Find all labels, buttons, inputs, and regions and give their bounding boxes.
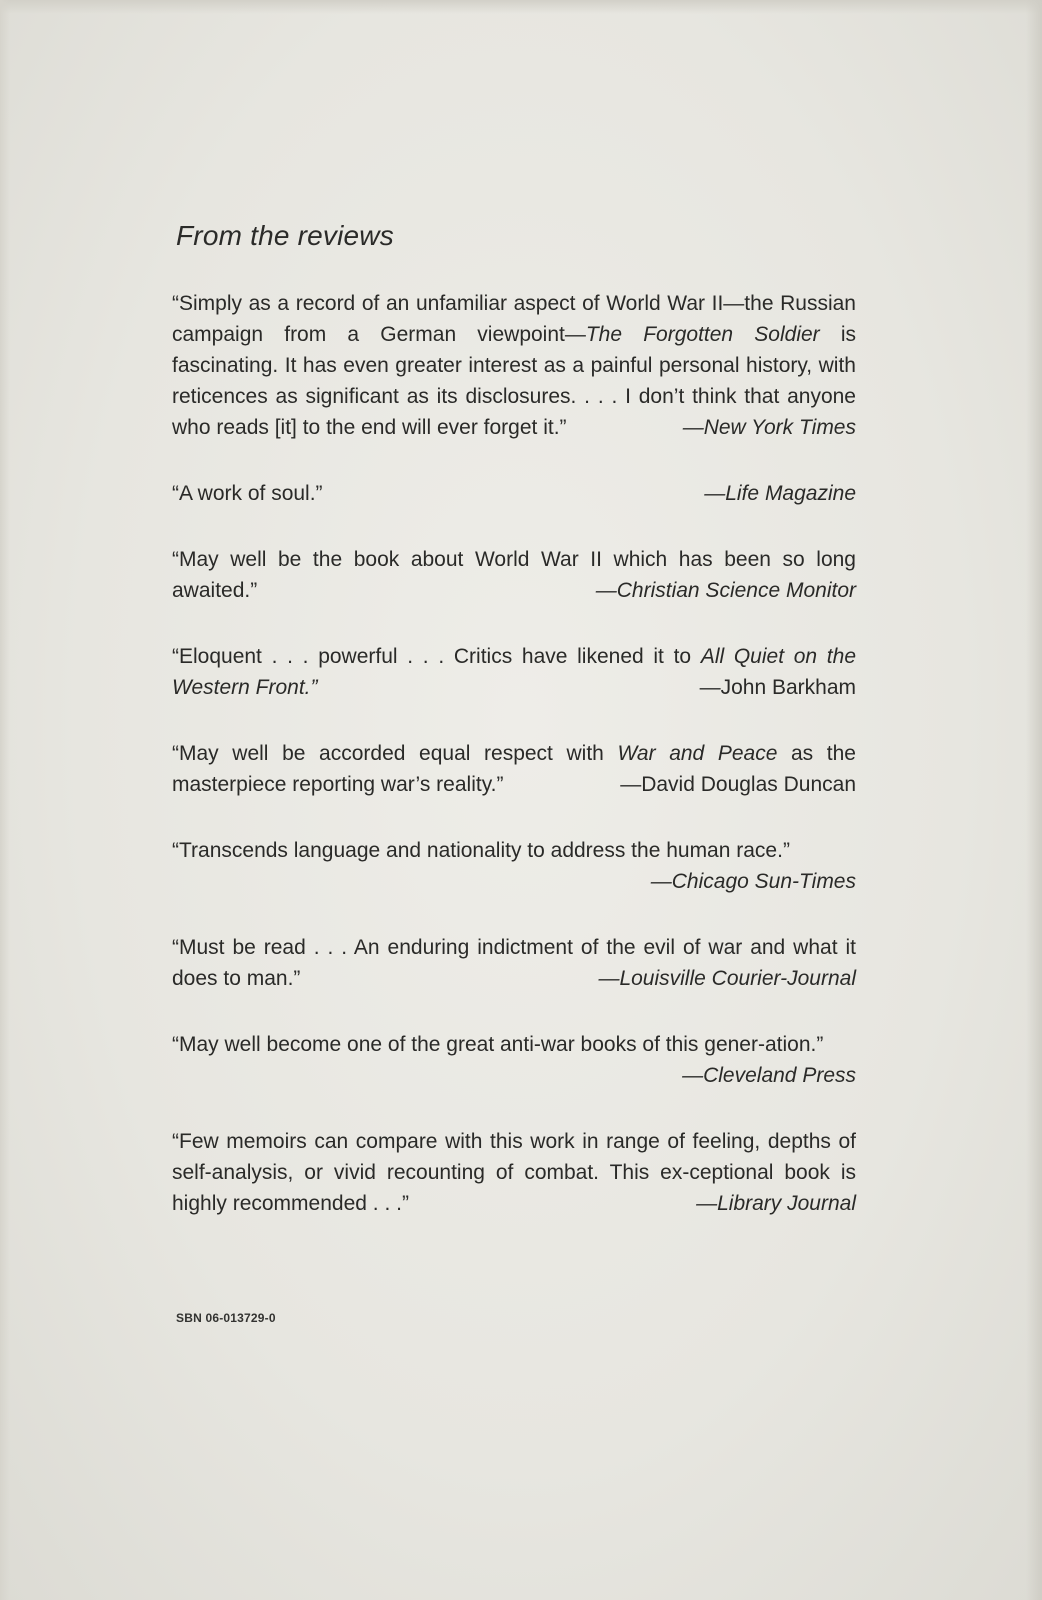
cover-left-edge: [0, 0, 10, 1600]
review-source: —Louisville Courier-Journal: [598, 967, 856, 990]
review-cleveland-press: [172, 1029, 856, 1091]
cover-top-edge: [0, 0, 1042, 14]
review-library-journal: [172, 1126, 856, 1219]
review-quote-title: War and Peace: [617, 742, 778, 765]
review-source: —Cleveland Press: [682, 1064, 856, 1087]
review-source: —John Barkham: [699, 676, 856, 699]
cover-right-edge: [1026, 0, 1042, 1600]
review-quote: “May well become one of the great anti-war books of this gener-ation.”: [172, 1033, 824, 1056]
review-quote-title: The Forgotten Soldier: [585, 323, 820, 346]
review-source: —Christian Science Monitor: [595, 579, 856, 602]
reviews-list: [172, 288, 856, 1219]
review-quote: “May well be the book about World War II which has been so long awaited.”: [172, 548, 856, 602]
review-source: —New York Times: [682, 416, 856, 439]
review-quote: “A work of soul.”: [172, 482, 323, 505]
review-source: —Library Journal: [696, 1192, 856, 1215]
review-source: —Chicago Sun-Times: [650, 870, 856, 893]
review-quote-part: “Simply as a record of an unfamiliar aspect of World War II—the Russian campaign from a German viewpoint—: [172, 292, 856, 346]
review-christian-science-monitor: [172, 544, 856, 606]
isbn-number: SBN 06-013729-0: [176, 1311, 276, 1325]
review-source: —David Douglas Duncan: [620, 773, 856, 796]
review-quote: “Transcends language and nationality to address the human race.”: [172, 839, 790, 862]
review-quote: “Must be read . . . An enduring indictment of the evil of war and what it does to man.”: [172, 936, 856, 990]
review-david-douglas-duncan: [172, 738, 856, 800]
review-quote-part: “May well be accorded equal respect with: [172, 742, 618, 765]
reviews-heading: From the reviews: [176, 220, 394, 251]
review-quote-part: is fascinating. It has even greater interest as a painful personal history, with reticences as significant as its disclosures. . . . I don’t think that anyone who reads [it] to the end will ever forget it.”: [172, 323, 856, 439]
review-chicago-sun-times: [172, 835, 856, 897]
review-quote-title: All Quiet on the Western Front.”: [172, 645, 856, 699]
review-source: —Life Magazine: [704, 482, 856, 505]
review-john-barkham: [172, 641, 856, 703]
review-new-york-times: [172, 288, 856, 443]
review-quote: “Few memoirs can compare with this work in range of feeling, depths of self-analysis, or vivid recounting of combat. This ex-ceptional book is highly recommended . . .”: [172, 1130, 856, 1215]
review-quote-part: “Eloquent . . . powerful . . . Critics have likened it to: [172, 645, 701, 668]
review-quote-part: as the masterpiece reporting war’s reality.”: [172, 742, 856, 796]
review-life-magazine: [172, 478, 856, 509]
review-louisville-courier-journal: [172, 932, 856, 994]
